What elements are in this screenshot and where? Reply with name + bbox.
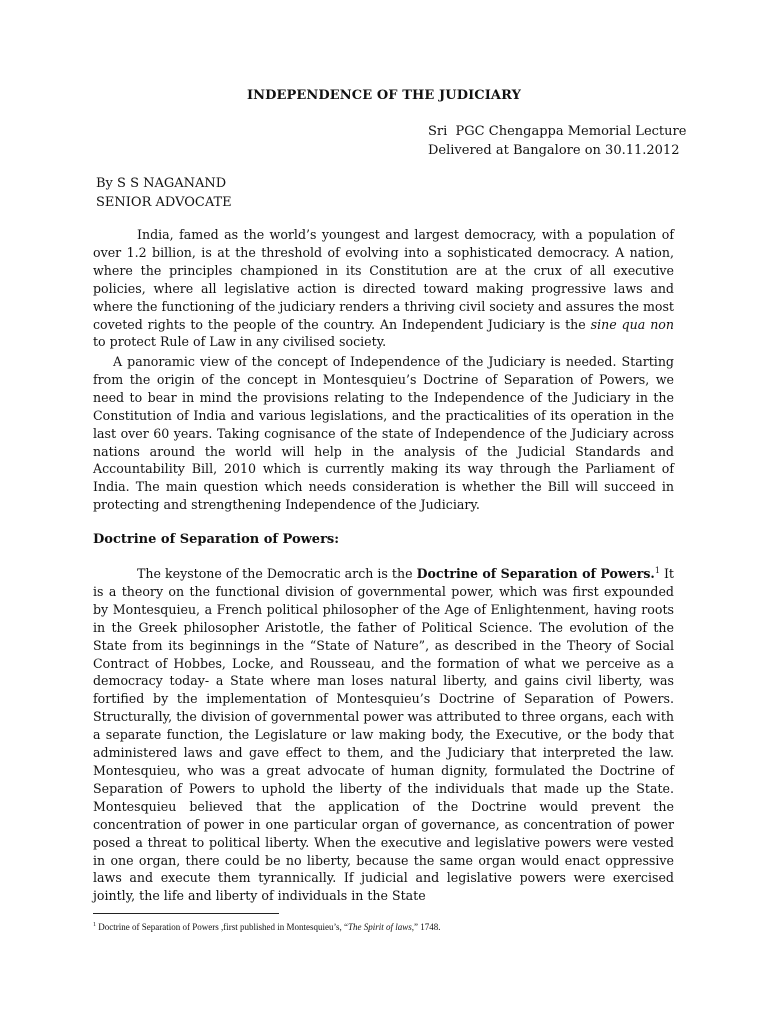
- paragraph-intro-text-end: to protect Rule of Law in any civilised society.: [93, 334, 387, 350]
- lecture-date: Delivered at Bangalore on 30.11.2012: [428, 143, 680, 158]
- footnote-divider: [93, 913, 279, 914]
- paragraph-overview: A panoramic view of the concept of Independence of the Judiciary is needed. Starting from the origin of the concept in Montesquieu’s Doctrine of Separation of Powers, we need to bear in mind the provisions relating to the Independence of the Judiciary in the Constitution of India and various legislations, and the practicalities of its operation in the last over 60 years. Taking cognisance of the state of Independence of the Judiciary across nations around the world will help in the analysis of the Judicial Standards and Accountability Bill, 2010 which is currently making its way through the Parliament of India. The main question which needs consideration is whether the Bill will succeed in protecting and strengthening Independence of the Judiciary.: [93, 354, 674, 513]
- footnote-text-end: ,” 1748.: [411, 922, 441, 932]
- paragraph-intro: [93, 226, 674, 351]
- paragraph-doctrine-text: The keystone of the Democratic arch is the: [137, 566, 417, 581]
- footnote: [93, 921, 653, 933]
- paragraph-intro-italic: sine qua non: [590, 316, 675, 332]
- lecture-info: [428, 122, 728, 160]
- footnote-number: 1: [93, 922, 96, 928]
- paragraph-doctrine-bold: Doctrine of Separation of Powers.: [416, 566, 655, 581]
- paragraph-intro-text: India, famed as the world’s youngest and largest democracy, with a population of over 1.2 billion, is at the threshold of evolving into a sophisticated democracy. A nation, where the principles championed in its Constitution are at the crux of all executive policies, where all legislative action is directed toward making progressive laws and where the functioning of the judiciary renders a thriving civil society and assures the most coveted rights to the people of the country. An Independent Judiciary is the: [93, 227, 674, 332]
- footnote-reference[interactable]: 1: [654, 565, 660, 575]
- author-title: SENIOR ADVOCATE: [96, 195, 232, 210]
- document-title: INDEPENDENCE OF THE JUDICIARY: [247, 88, 521, 103]
- lecture-name: Sri PGC Chengappa Memorial Lecture: [428, 124, 687, 139]
- footnote-italic: The Spirit of laws: [347, 922, 412, 932]
- section-heading: Doctrine of Separation of Powers:: [93, 532, 340, 547]
- footnote-text: Doctrine of Separation of Powers ,first published in Montesquieu’s, “: [96, 922, 348, 932]
- author-name: By S S NAGANAND: [96, 176, 227, 191]
- paragraph-doctrine: [93, 565, 674, 905]
- paragraph-doctrine-text-end: It is a theory on the functional division of governmental power, which was first expounded by Montesquieu, a French political philosopher of the Age of Enlightenment, having roots in the Greek philosopher Aristotle, the father of Political Science. The evolution of the State from its beginnings in the “State of Nature”, as described in the Theory of Social Contract of Hobbes, Locke, and Rousseau, and the formation of what we perceive as a democracy today- a State where man loses natural liberty, and gains civil liberty, was fortified by the implementation of Montesquieu’s Doctrine of Separation of Powers. Structurally, the division of governmental power was attributed to three organs, each with a separate function, the Legislature or law making body, the Executive, or the body that administered laws and gave effect to them, and the Judiciary that interpreted the law. Montesquieu, who was a great advocate of human dignity, formulated the Doctrine of Separation of Powers to uphold the liberty of the individuals that made up the State. Montesquieu believed that the application of the Doctrine would prevent the concentration of power in one particular organ of governance, as concentration of power posed a threat to political liberty. When the executive and legislative powers were vested in one organ, there could be no liberty, because the same organ would enact oppressive laws and execute them tyrannically. If judicial and legislative powers were exercised jointly, the life and liberty of individuals in the State: [93, 566, 674, 904]
- author-byline: [96, 174, 496, 212]
